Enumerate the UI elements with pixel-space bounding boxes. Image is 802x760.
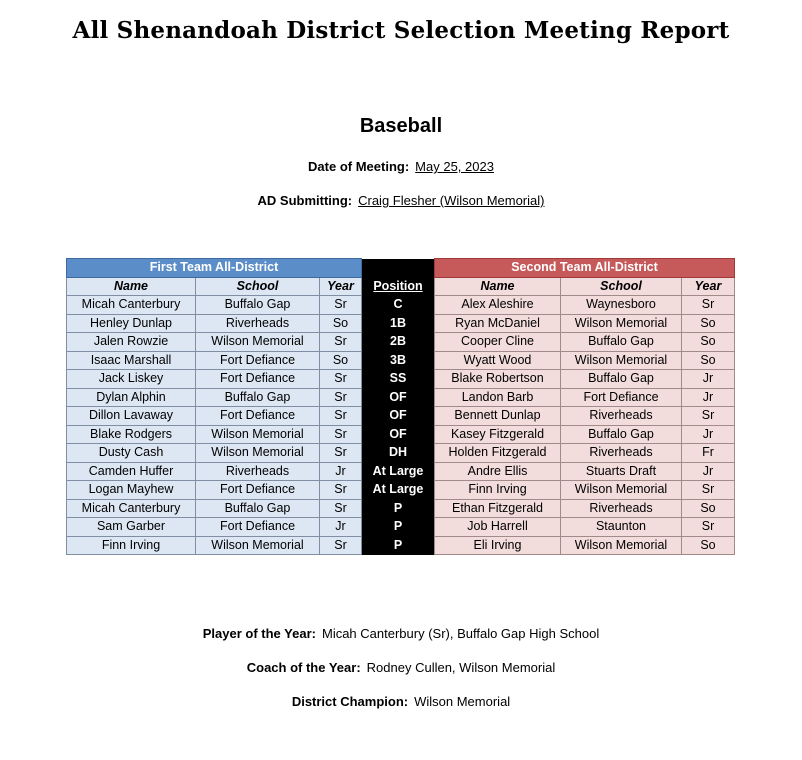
first-col-school: School bbox=[196, 277, 320, 296]
first-player-year: Sr bbox=[320, 499, 362, 518]
first-player-year: Sr bbox=[320, 536, 362, 555]
second-player-year: Sr bbox=[682, 407, 735, 426]
second-player-year: So bbox=[682, 351, 735, 370]
second-player-name: Blake Robertson bbox=[435, 370, 561, 389]
first-player-school: Fort Defiance bbox=[196, 370, 320, 389]
second-player-year: Jr bbox=[682, 462, 735, 481]
first-player-year: So bbox=[320, 314, 362, 333]
second-player-school: Buffalo Gap bbox=[561, 425, 682, 444]
second-player-name: Cooper Cline bbox=[435, 333, 561, 352]
first-player-school: Fort Defiance bbox=[196, 351, 320, 370]
first-player-year: Sr bbox=[320, 407, 362, 426]
player-of-year-value: Micah Canterbury (Sr), Buffalo Gap High School bbox=[321, 626, 600, 641]
first-player-school: Wilson Memorial bbox=[196, 444, 320, 463]
table-row bbox=[67, 407, 735, 426]
second-player-school: Staunton bbox=[561, 518, 682, 537]
position-label: OF bbox=[362, 407, 435, 426]
second-player-year: Sr bbox=[682, 518, 735, 537]
player-of-year-label: Player of the Year: bbox=[202, 626, 316, 641]
second-player-year: Sr bbox=[682, 481, 735, 500]
second-player-year: So bbox=[682, 536, 735, 555]
coach-of-year-value: Rodney Cullen, Wilson Memorial bbox=[366, 660, 556, 675]
position-col-header: Position bbox=[362, 277, 435, 296]
second-player-year: Fr bbox=[682, 444, 735, 463]
second-player-name: Andre Ellis bbox=[435, 462, 561, 481]
ad-submitting-line bbox=[0, 193, 802, 208]
first-player-year: Sr bbox=[320, 444, 362, 463]
first-player-name: Sam Garber bbox=[67, 518, 196, 537]
first-player-school: Fort Defiance bbox=[196, 518, 320, 537]
second-player-school: Wilson Memorial bbox=[561, 481, 682, 500]
first-player-year: Sr bbox=[320, 425, 362, 444]
second-player-school: Riverheads bbox=[561, 407, 682, 426]
second-player-name: Finn Irving bbox=[435, 481, 561, 500]
first-col-name: Name bbox=[67, 277, 196, 296]
table-row bbox=[67, 296, 735, 315]
report-title: All Shenandoah District Selection Meeting Report bbox=[72, 17, 730, 44]
position-label: SS bbox=[362, 370, 435, 389]
first-player-school: Buffalo Gap bbox=[196, 388, 320, 407]
first-player-year: Jr bbox=[320, 462, 362, 481]
district-champion-line bbox=[0, 694, 802, 709]
position-label: At Large bbox=[362, 462, 435, 481]
second-player-school: Wilson Memorial bbox=[561, 314, 682, 333]
second-player-year: Sr bbox=[682, 296, 735, 315]
first-player-year: Sr bbox=[320, 388, 362, 407]
second-team-header: Second Team All-District bbox=[435, 259, 735, 278]
second-col-school: School bbox=[561, 277, 682, 296]
first-player-school: Buffalo Gap bbox=[196, 296, 320, 315]
second-col-year: Year bbox=[682, 277, 735, 296]
position-label: 3B bbox=[362, 351, 435, 370]
first-player-name: Isaac Marshall bbox=[67, 351, 196, 370]
first-player-name: Logan Mayhew bbox=[67, 481, 196, 500]
first-player-year: So bbox=[320, 351, 362, 370]
second-player-name: Job Harrell bbox=[435, 518, 561, 537]
table-row bbox=[67, 314, 735, 333]
first-player-name: Dusty Cash bbox=[67, 444, 196, 463]
table-row bbox=[67, 462, 735, 481]
sport-heading: Baseball bbox=[359, 115, 443, 137]
position-label: At Large bbox=[362, 481, 435, 500]
second-player-name: Alex Aleshire bbox=[435, 296, 561, 315]
first-player-school: Riverheads bbox=[196, 462, 320, 481]
coach-of-year-line bbox=[0, 660, 802, 675]
first-team-header: First Team All-District bbox=[67, 259, 362, 278]
position-label: P bbox=[362, 518, 435, 537]
second-player-school: Riverheads bbox=[561, 444, 682, 463]
second-player-year: Jr bbox=[682, 425, 735, 444]
second-player-year: So bbox=[682, 499, 735, 518]
second-player-school: Buffalo Gap bbox=[561, 333, 682, 352]
second-player-year: So bbox=[682, 333, 735, 352]
position-label: 1B bbox=[362, 314, 435, 333]
second-player-name: Bennett Dunlap bbox=[435, 407, 561, 426]
first-player-school: Wilson Memorial bbox=[196, 536, 320, 555]
table-row bbox=[67, 518, 735, 537]
second-player-name: Ryan McDaniel bbox=[435, 314, 561, 333]
first-col-year: Year bbox=[320, 277, 362, 296]
second-player-name: Kasey Fitzgerald bbox=[435, 425, 561, 444]
first-player-name: Micah Canterbury bbox=[67, 296, 196, 315]
meeting-date-label: Date of Meeting: bbox=[308, 159, 410, 174]
first-player-name: Blake Rodgers bbox=[67, 425, 196, 444]
first-player-school: Wilson Memorial bbox=[196, 333, 320, 352]
first-player-name: Micah Canterbury bbox=[67, 499, 196, 518]
first-player-name: Jack Liskey bbox=[67, 370, 196, 389]
first-player-year: Sr bbox=[320, 481, 362, 500]
second-player-school: Riverheads bbox=[561, 499, 682, 518]
table-row bbox=[67, 536, 735, 555]
first-player-name: Camden Huffer bbox=[67, 462, 196, 481]
second-player-school: Buffalo Gap bbox=[561, 370, 682, 389]
second-player-school: Waynesboro bbox=[561, 296, 682, 315]
meeting-date-value: May 25, 2023 bbox=[415, 159, 494, 174]
first-player-year: Sr bbox=[320, 296, 362, 315]
first-player-name: Dylan Alphin bbox=[67, 388, 196, 407]
table-row bbox=[67, 351, 735, 370]
second-player-school: Wilson Memorial bbox=[561, 536, 682, 555]
all-district-table bbox=[66, 258, 735, 555]
position-label: C bbox=[362, 296, 435, 315]
position-label: DH bbox=[362, 444, 435, 463]
first-player-year: Sr bbox=[320, 333, 362, 352]
position-label: P bbox=[362, 536, 435, 555]
table-row bbox=[67, 333, 735, 352]
second-player-name: Eli Irving bbox=[435, 536, 561, 555]
district-champion-value: Wilson Memorial bbox=[414, 694, 511, 709]
ad-submitting-value: Craig Flesher (Wilson Memorial) bbox=[358, 193, 545, 208]
position-label: OF bbox=[362, 388, 435, 407]
second-player-school: Wilson Memorial bbox=[561, 351, 682, 370]
ad-submitting-label: AD Submitting: bbox=[257, 193, 353, 208]
position-label: 2B bbox=[362, 333, 435, 352]
first-player-year: Sr bbox=[320, 370, 362, 389]
table-row bbox=[67, 425, 735, 444]
second-col-name: Name bbox=[435, 277, 561, 296]
position-header-spacer bbox=[362, 259, 435, 278]
district-champion-label: District Champion: bbox=[291, 694, 409, 709]
second-player-year: Jr bbox=[682, 370, 735, 389]
first-player-school: Fort Defiance bbox=[196, 481, 320, 500]
first-player-name: Jalen Rowzie bbox=[67, 333, 196, 352]
first-player-name: Henley Dunlap bbox=[67, 314, 196, 333]
first-player-name: Finn Irving bbox=[67, 536, 196, 555]
first-player-school: Wilson Memorial bbox=[196, 425, 320, 444]
second-player-year: So bbox=[682, 314, 735, 333]
second-player-school: Stuarts Draft bbox=[561, 462, 682, 481]
table-row bbox=[67, 481, 735, 500]
position-label: OF bbox=[362, 425, 435, 444]
first-player-year: Jr bbox=[320, 518, 362, 537]
coach-of-year-label: Coach of the Year: bbox=[246, 660, 361, 675]
first-player-name: Dillon Lavaway bbox=[67, 407, 196, 426]
player-of-year-line bbox=[0, 626, 802, 641]
second-player-name: Wyatt Wood bbox=[435, 351, 561, 370]
position-label: P bbox=[362, 499, 435, 518]
first-player-school: Riverheads bbox=[196, 314, 320, 333]
second-player-name: Ethan Fitzgerald bbox=[435, 499, 561, 518]
second-player-school: Fort Defiance bbox=[561, 388, 682, 407]
table-row bbox=[67, 499, 735, 518]
table-row bbox=[67, 370, 735, 389]
meeting-date-line bbox=[0, 159, 802, 174]
roster-body bbox=[67, 296, 735, 555]
second-player-year: Jr bbox=[682, 388, 735, 407]
team-header-row bbox=[67, 259, 735, 278]
first-player-school: Fort Defiance bbox=[196, 407, 320, 426]
column-header-row bbox=[67, 277, 735, 296]
second-player-name: Landon Barb bbox=[435, 388, 561, 407]
table-row bbox=[67, 444, 735, 463]
table-row bbox=[67, 388, 735, 407]
first-player-school: Buffalo Gap bbox=[196, 499, 320, 518]
second-player-name: Holden Fitzgerald bbox=[435, 444, 561, 463]
